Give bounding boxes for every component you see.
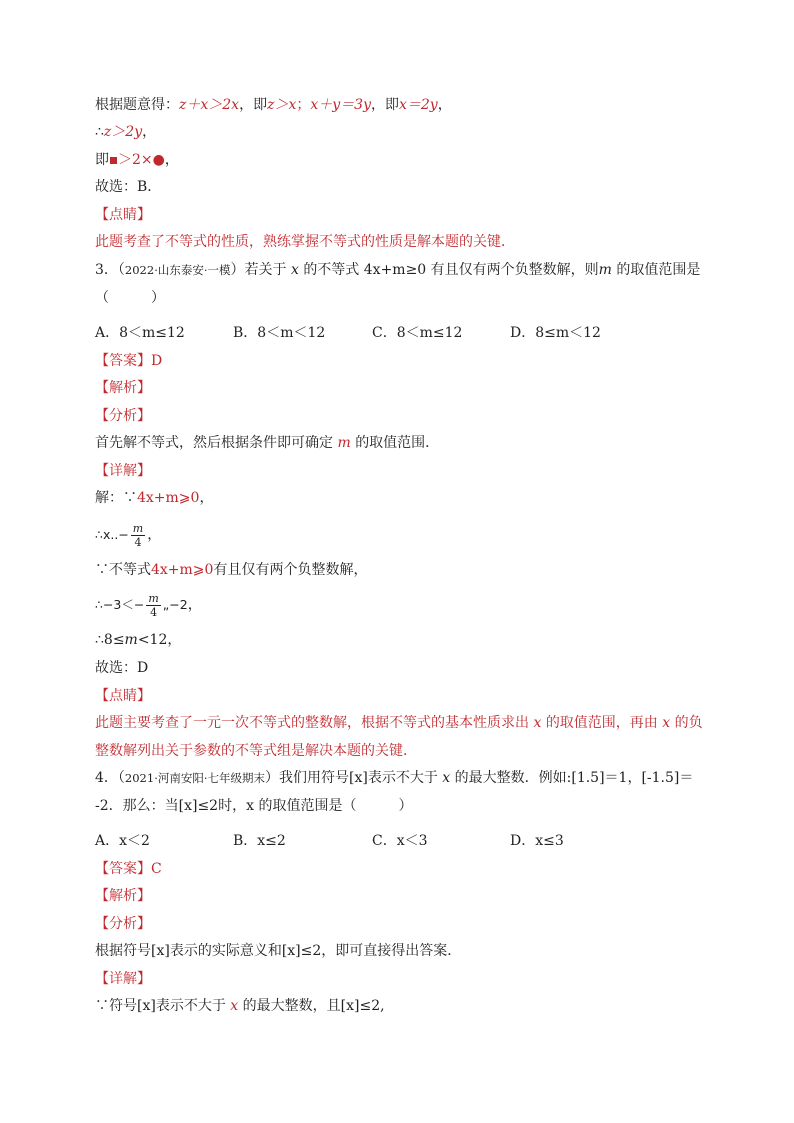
denominator: 4	[150, 605, 158, 619]
text: 即	[95, 152, 109, 168]
text: „	[162, 597, 170, 612]
answer-value: D	[151, 353, 163, 369]
var: x	[662, 715, 671, 731]
text: 此题主要考查了一元一次不等式的整数解，根据不等式的基本性质求出	[95, 715, 529, 731]
minus: −	[118, 527, 129, 542]
expr: z＋x＞2x	[179, 97, 240, 113]
denominator: 4	[134, 535, 142, 549]
question-3-paren: （ ）	[95, 290, 165, 306]
option-d: D．x≤3	[510, 833, 564, 849]
var: x	[533, 715, 542, 731]
tip-label: 【点睛】	[95, 688, 151, 704]
detail-step-3	[95, 560, 367, 580]
expr: 4x+m⩾0	[151, 562, 214, 578]
question-source: 2021·河南安阳·七年级期末	[124, 771, 265, 785]
detail-step-4	[95, 588, 202, 622]
var: x	[290, 262, 299, 278]
text: 解：∵	[95, 490, 137, 506]
text: 的最大整数，且[x]≤2,	[242, 998, 385, 1014]
text: 有且仅有两个负整数解，	[213, 562, 368, 578]
solution-line-3	[95, 150, 179, 170]
text: 的最大整数．例如:[1.5]＝1，[-1.5]＝	[454, 770, 694, 786]
text: ，	[142, 124, 157, 140]
text: ；	[296, 97, 311, 113]
detail-label: 【详解】	[95, 971, 151, 987]
text: ，即	[239, 97, 268, 113]
option-a: A．8＜m≤12	[95, 325, 185, 341]
text: 首先解不等式，然后根据条件即可确定	[95, 435, 333, 451]
text: ∴x	[95, 527, 111, 542]
text: ）我们用符号[x]表示不大于	[265, 770, 438, 786]
question-source: 2022·山东泰安·一模	[124, 263, 231, 277]
text: 的取值范围，再由	[545, 715, 658, 731]
expr: ＞2×●	[118, 152, 165, 168]
text: 4．（	[95, 770, 125, 786]
text: 有且仅有两个负整数解，则	[430, 262, 599, 278]
var: x	[442, 770, 451, 786]
tip-line-1	[95, 713, 703, 733]
option-b: B．x≤2	[233, 833, 286, 849]
detail-step-6: 故选：D	[95, 660, 149, 676]
fraction	[131, 522, 145, 549]
detail-step-1	[95, 996, 385, 1016]
answer-line	[95, 859, 162, 879]
text: 的不等式	[303, 262, 360, 278]
solution-line-4: 故选：B．	[95, 179, 162, 195]
numerator: m	[148, 591, 159, 605]
expr: x＋y＝3y	[310, 97, 371, 113]
text: 的取值范围是	[616, 262, 701, 278]
text: 的取值范围．	[355, 435, 440, 451]
var: m	[598, 262, 612, 278]
analysis-label: 【解析】	[95, 888, 151, 904]
answer-value: C	[151, 861, 162, 877]
option-d: D．8≤m＜12	[510, 325, 601, 341]
fraction	[146, 592, 160, 619]
text: ∴−3＜−	[95, 597, 145, 612]
option-c: C．x＜3	[372, 833, 428, 849]
answer-line	[95, 351, 162, 371]
solution-line-2	[95, 122, 156, 142]
var: m	[124, 632, 138, 648]
expr: x＝2y	[398, 97, 438, 113]
var: x	[230, 998, 239, 1014]
text: ，即	[370, 97, 399, 113]
option-b: B．8＜m＜12	[233, 325, 326, 341]
text: ，	[187, 597, 202, 613]
answer-label: 【答案】	[95, 861, 151, 877]
detail-step-5	[95, 630, 181, 650]
text: ∴8≤	[95, 632, 125, 648]
tip-line-2: 整数解列出关于参数的不等式组是解决本题的关键．	[95, 743, 417, 759]
detail-label: 【详解】	[95, 463, 151, 479]
expr: 4x+m⩾0	[137, 490, 200, 506]
fenxi-label: 【分析】	[95, 408, 151, 424]
text: ..	[110, 527, 119, 542]
fenxi-label: 【分析】	[95, 916, 151, 932]
analysis-label: 【解析】	[95, 380, 151, 396]
text: ）若关于	[230, 262, 287, 278]
expr: z＞x	[267, 97, 297, 113]
text: ∵不等式	[95, 562, 151, 578]
text: ，	[199, 490, 214, 506]
option-c: C．8＜m≤12	[372, 325, 463, 341]
text: 根据题意得：	[95, 97, 179, 113]
var: m	[337, 435, 351, 451]
expr: z＞2y	[103, 124, 143, 140]
question-3-stem	[95, 260, 700, 280]
text: ，	[147, 527, 162, 543]
therefore-symbol: ∴	[95, 124, 104, 140]
text: −2	[169, 597, 188, 612]
text: <12，	[137, 632, 182, 648]
tip-text: 此题考查了不等式的性质，熟练掌握不等式的性质是解本题的关键．	[95, 234, 515, 250]
question-4-stem	[95, 768, 693, 788]
detail-step-1	[95, 488, 213, 508]
fenxi-text	[95, 433, 439, 453]
detail-step-2	[95, 518, 161, 552]
square-icon	[110, 157, 117, 164]
expr: 4x+m≥0	[363, 262, 427, 278]
text: ，	[164, 152, 179, 168]
fenxi-text: 根据符号[x]表示的实际意义和[x]≤2，即可直接得出答案．	[95, 943, 462, 959]
option-a: A．x＜2	[95, 833, 150, 849]
solution-line-1	[95, 95, 452, 115]
question-4-stem-line-2: -2．那么：当[x]≤2时，x 的取值范围是（ ）	[95, 798, 413, 814]
answer-label: 【答案】	[95, 353, 151, 369]
text: ，	[437, 97, 452, 113]
numerator: m	[132, 521, 144, 535]
text: 的负	[674, 715, 703, 731]
text: 3．（	[95, 262, 125, 278]
tip-label: 【点睛】	[95, 207, 151, 223]
text: ∵符号[x]表示不大于	[95, 998, 226, 1014]
